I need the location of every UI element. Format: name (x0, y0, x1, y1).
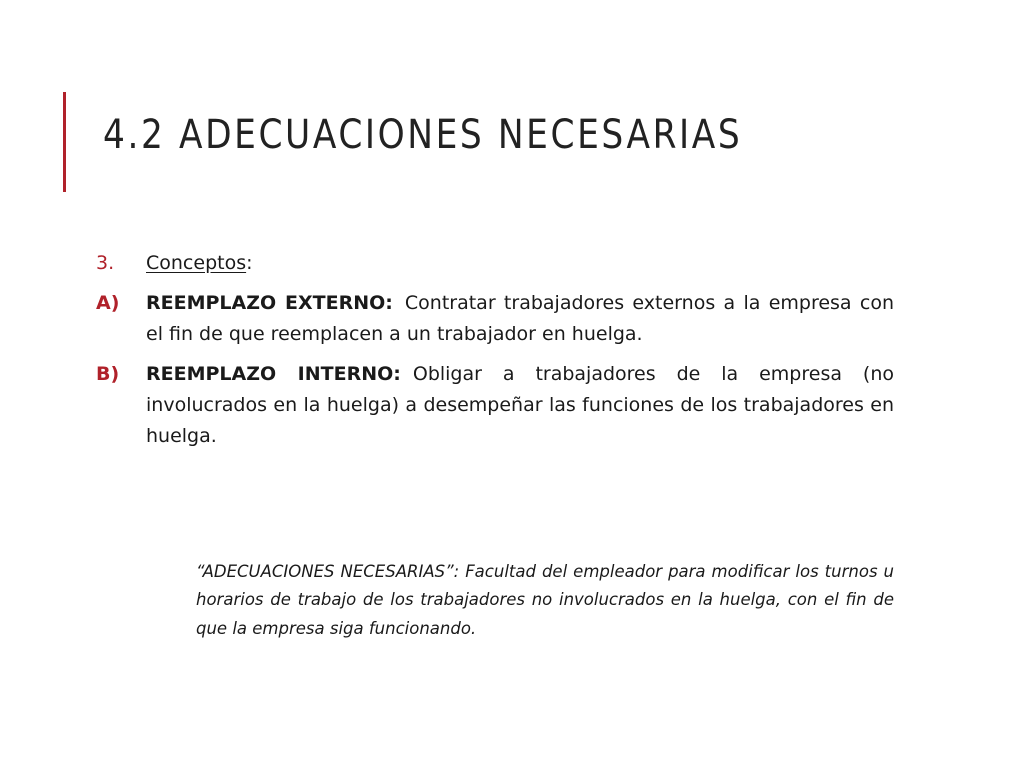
list-item-b-marker: B) (96, 363, 120, 385)
list-item-b-term: REEMPLAZO INTERNO: (146, 363, 401, 385)
concepts-number: 3. (96, 252, 115, 274)
list-item-a-marker: A) (96, 292, 120, 314)
definition-note: “ADECUACIONES NECESARIAS”: Facultad del empleador para modificar los turnos u horarios de trabajo de los trabajadores no involucrados en la huelga, con el fin de que la empresa siga funcionando. (196, 561, 894, 638)
list-item-b-content (146, 359, 894, 452)
list-item-b-text: Obligar a trabajadores de la empresa (no involucrados en la huelga) a desempeñar las funciones de los trabajadores en huelga. (146, 363, 894, 447)
list-item-a-term: REEMPLAZO EXTERNO: (146, 292, 393, 314)
title-accent-bar (63, 92, 66, 192)
concepts-heading-row (96, 248, 894, 279)
concepts-colon: : (246, 252, 253, 274)
concepts-heading (146, 248, 894, 279)
list-item-a-text: Contratar trabajadores externos a la empresa con el fin de que reemplacen a un trabajador en huelga. (146, 292, 894, 345)
list-item-b (96, 359, 894, 452)
concepts-label: Conceptos (146, 252, 247, 274)
list-item-a (96, 288, 894, 350)
slide-body (96, 248, 894, 452)
list-item-a-content (146, 288, 894, 350)
slide-title: 4.2 ADECUACIONES NECESARIAS (103, 112, 743, 158)
